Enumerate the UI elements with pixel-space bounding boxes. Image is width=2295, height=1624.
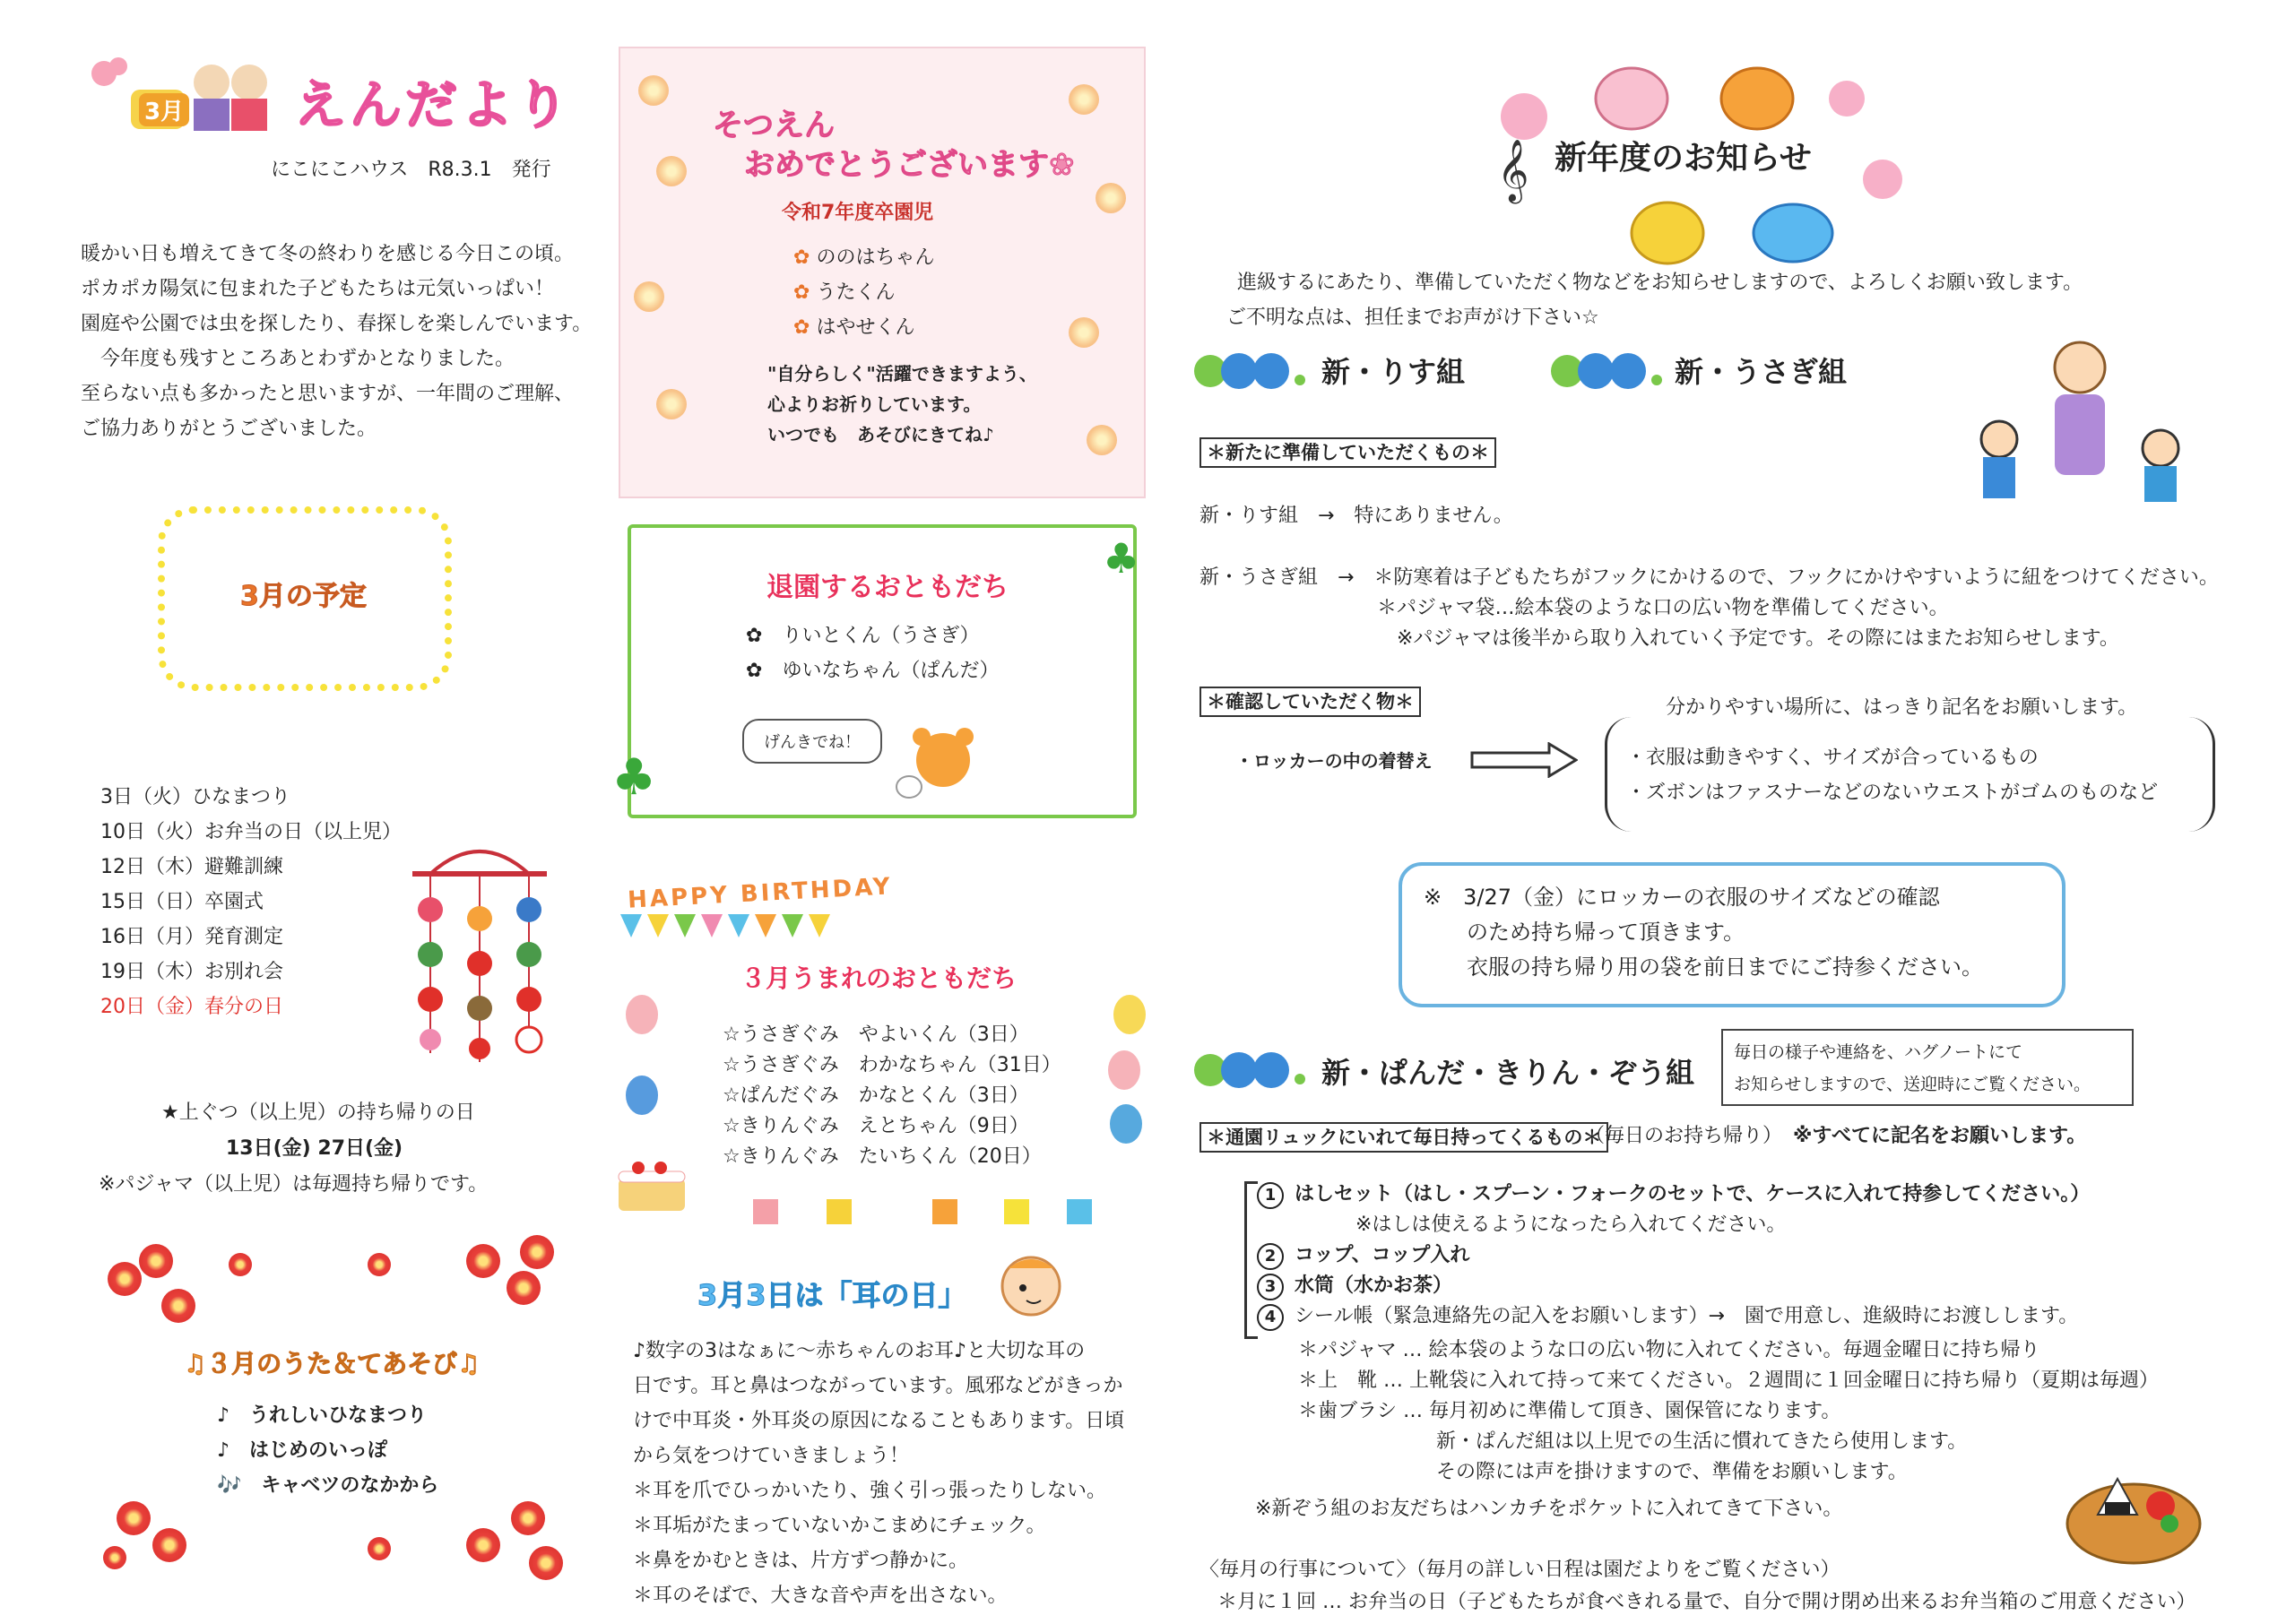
caterpillar-icon	[1192, 344, 1318, 398]
schedule-title: 3月の予定	[240, 581, 367, 612]
confirm-label: ＊確認していただく物＊	[1199, 687, 1421, 717]
teacher-children-illustration	[1954, 332, 2205, 520]
usagi-prep-line: ＊パジャマ袋…絵本袋のような口の広い物を準備してください。	[1199, 597, 1949, 619]
daily-item-note: ※はしは使えるようになったら入れてください。	[1257, 1214, 1787, 1236]
bracket-item: ・衣服は動きやすく、サイズが合っているもの	[1626, 747, 2039, 769]
shoes-return-dates: 13日(金) 27日(金)	[226, 1137, 403, 1160]
bear-icon	[888, 724, 977, 805]
hug-note-line: お知らせしますので、送迎時にご覧ください。	[1734, 1075, 2091, 1094]
month-badge: 3月	[139, 93, 189, 126]
teacher-kids-icon	[1954, 332, 2205, 520]
graduation-title-line2: おめでとうございます❀	[744, 147, 1075, 183]
leaving-friend: ✿ りいとくん（うさぎ）	[746, 625, 980, 647]
extra-item: その際には声を掛けますので、準備をお願いします。	[1298, 1461, 1908, 1483]
greeting-line: 今年度も残すところあとわずかとなりました。	[81, 348, 515, 370]
flower-icon: ✿	[746, 625, 783, 647]
schedule-item: 10日（火）お弁当の日（以上児）	[100, 821, 402, 843]
hug-note-line: 毎日の様子や連絡を、ハグノートにて	[1734, 1042, 2023, 1062]
ear-day-title: 3月3日は「耳の日」	[697, 1278, 967, 1312]
cake-icon	[611, 1152, 692, 1214]
song-item: ♪ うれしいひなまつり	[217, 1404, 428, 1427]
bunting-icon	[620, 914, 862, 950]
extra-item: ＊上 靴 … 上靴袋に入れて持って来てください。２週間に１回金曜日に持ち帰り（夏期は毎週）	[1298, 1369, 2159, 1392]
extra-item: 新・ぱんだ組は以上児での生活に慣れてきたら使用します。	[1298, 1430, 1968, 1453]
greeting-line: 至らない点も多かったと思いますが、一年間のご理解、	[81, 383, 575, 405]
birthday-title: ３月うまれのおともだち	[740, 963, 1018, 993]
greeting-line: ポカポカ陽気に包まれた子どもたちは元気いっぱい！	[81, 278, 555, 300]
songs-list	[217, 1398, 438, 1503]
leaving-friends-title: 退園するおともだち	[766, 572, 1009, 603]
daily-item-1: 1 はしセット（はし・スプーン・フォークのセットで、ケースに入れて持参してください。）	[1257, 1179, 2090, 1210]
notice-line: 衣服の持ち帰り用の袋を前日までにご持参ください。	[1424, 955, 1983, 980]
schedule-item: 3日（火）ひなまつり	[100, 786, 290, 808]
schedule-item: 15日（日）卒園式	[100, 891, 264, 913]
hug-note-bubble	[1721, 1029, 2134, 1106]
daily-items-note2: ※すべてに記名をお願いします。	[1793, 1125, 2087, 1147]
number-badge: 3	[1257, 1274, 1284, 1300]
newsletter-title: えんだより	[294, 74, 573, 135]
number-badge: 2	[1257, 1243, 1284, 1270]
graduation-message	[767, 358, 1037, 450]
march-schedule-list	[100, 780, 402, 1024]
child-ear-illustration	[991, 1250, 1080, 1322]
ear-day-line: 日です。耳と鼻はつながっています。風邪などがきっか	[633, 1375, 1123, 1397]
monthly-lunch-item: ＊月に１回 … お弁当の日（子どもたちが食べきれる量で、自分で開け閉め出来るお弁当箱のご用意ください）	[1217, 1591, 2196, 1613]
class-upper-title: 新・ぱんだ・きりん・ぞう組	[1321, 1056, 1695, 1090]
song-item: 🎶 キャベツのなかから	[217, 1474, 439, 1497]
new-year-intro	[1226, 265, 2083, 335]
daily-items-bracket	[1244, 1181, 1258, 1339]
child-face-icon	[991, 1250, 1080, 1322]
intro-line: ご不明な点は、担任までお声がけ下さい☆	[1226, 307, 1599, 329]
daily-item-4: 4 シール帳（緊急連絡先の記入をお願いします）→ 園で用意し、進級時にお渡しします。	[1257, 1301, 2090, 1332]
ear-day-line: けで中耳炎・外耳炎の原因になることもあります。日頃	[633, 1410, 1125, 1432]
flower-icon: ✿	[793, 281, 817, 304]
graduation-message-line: いつでも あそびにきてね♪	[767, 424, 994, 445]
issuer-line: にこにこハウス R8.3.1 発行	[271, 159, 551, 181]
new-year-title: 新年度のお知らせ	[1555, 140, 1812, 177]
bunting-flags	[620, 914, 862, 950]
graduation-message-line: "自分らしく"活躍できますよう、	[767, 363, 1037, 384]
bracket-item: ・ズボンはファスナーなどのないウエストがゴムのものなど	[1626, 782, 2159, 804]
ear-day-text	[633, 1334, 1124, 1613]
number-badge: 1	[1257, 1182, 1284, 1209]
birthday-item: ☆きりんぐみ えとちゃん（9日）	[723, 1115, 1029, 1137]
ear-day-line: ＊鼻をかむときは、片方ずつ静かに。	[633, 1550, 969, 1572]
arrow-icon	[1470, 742, 1578, 778]
flower-icon: ✿	[793, 316, 817, 339]
daily-items-note: （毎日のお持ち帰り）	[1585, 1125, 1783, 1147]
usagi-prep-line: 新・うさぎ組 → ＊防寒着は子どもたちがフックにかけるので、フックにかけやすいように紐をつけてください。	[1199, 566, 2219, 589]
locker-item: ・ロッカーの中の着替え	[1235, 750, 1433, 772]
caterpillar-icon	[1192, 1043, 1318, 1097]
pajama-return-note: ※パジャマ（以上児）は毎週持ち帰りです。	[99, 1173, 489, 1196]
greeting-text	[81, 237, 592, 446]
extra-item: ＊歯ブラシ … 毎月初めに準備して頂き、園保管になります。	[1298, 1400, 1841, 1422]
graduation-message-line: 心よりお祈りしています。	[767, 393, 982, 415]
birthday-item: ☆うさぎぐみ わかなちゃん（31日）	[723, 1054, 1061, 1076]
monthly-events-heading: 〈毎月の行事について〉（毎月の詳しい日程は園だよりをご覧ください）	[1199, 1559, 1840, 1581]
zou-class-note: ※新ぞう組のお友だちはハンカチをポケットに入れてきて下さい。	[1255, 1498, 1843, 1520]
birthday-banner: HAPPY BIRTHDAY	[627, 873, 894, 914]
schedule-item: 19日（木）お別れ会	[100, 961, 283, 983]
bear-rabbit-illustration	[888, 724, 977, 805]
graduate-name: ✿ ののはちゃん	[793, 246, 935, 269]
ear-day-line: ＊耳垢がたまっていないかこまめにチェック。	[633, 1515, 1046, 1537]
clover-icon: ♣	[1103, 534, 1140, 583]
schedule-item: 12日（木）避難訓練	[100, 856, 283, 878]
notice-text	[1424, 880, 1983, 985]
new-prep-label: ＊新たに準備していただくもの＊	[1199, 437, 1496, 468]
svg-text:𝄞: 𝄞	[1497, 139, 1529, 202]
gift-boxes	[753, 1199, 1112, 1235]
graduates-list	[793, 240, 934, 345]
bracket-heading: 分かりやすい場所に、はっきり記名をお願いします。	[1666, 696, 2138, 719]
shoes-return-note: ★上ぐつ（以上児）の持ち帰りの日	[161, 1101, 475, 1124]
greeting-line: ご協力ありがとうございました。	[81, 418, 377, 440]
speech-bubble: げんきでね！	[742, 719, 882, 764]
graduates-heading: 令和7年度卒園児	[782, 202, 934, 224]
songs-title: ♫３月のうた＆てあそび♫	[184, 1349, 481, 1378]
plum-blossoms-top	[99, 1235, 565, 1334]
usagi-prep-line: ※パジャマは後半から取り入れていく予定です。その際にはまたお知らせします。	[1199, 627, 2119, 650]
notice-line: ※ 3/27（金）にロッカーの衣服のサイズなどの確認	[1424, 885, 1940, 910]
schedule-item-holiday: 20日（金）春分の日	[100, 996, 283, 1018]
daily-items-label: ＊通園リュックにいれて毎日持ってくるもの＊	[1199, 1122, 1608, 1153]
leaving-friend: ✿ ゆいなちゃん（ぱんだ）	[746, 660, 1000, 682]
graduation-title-line1: そつえん	[713, 108, 835, 143]
leaving-friends-list	[746, 618, 999, 688]
birthday-item: ☆ぱんだぐみ かなとくん（3日）	[723, 1084, 1029, 1107]
bento-box-icon	[2062, 1452, 2205, 1568]
graduate-name: ✿ はやせくん	[793, 316, 915, 339]
birthday-list	[723, 1020, 1061, 1172]
notice-line: のため持ち帰って頂きます。	[1424, 920, 1745, 945]
extra-item: ＊パジャマ … 絵本袋のような口の広い物に入れてください。毎週金曜日に持ち帰り	[1298, 1339, 2040, 1361]
bento-illustration	[2062, 1452, 2205, 1568]
class-risu-title: 新・りす組	[1321, 355, 1466, 389]
plum-blossoms-bottom	[99, 1492, 565, 1591]
daily-item-3: 3 水筒（水かお茶）	[1257, 1271, 2090, 1301]
usagi-prep-lines	[1199, 563, 2219, 654]
greeting-line: 暖かい日も増えてきて冬の終わりを感じる今日この頃。	[81, 243, 575, 265]
ear-day-line: から気をつけていきましょう！	[633, 1445, 910, 1467]
ear-day-line: ♪数字の3はなぁに～赤ちゃんのお耳♪と大切な耳の	[633, 1340, 1086, 1362]
bracket-items	[1626, 740, 2158, 810]
number-badge: 4	[1257, 1304, 1284, 1331]
flower-icon: ✿	[746, 660, 783, 682]
birthday-item: ☆きりんぐみ たいちくん（20日）	[723, 1145, 1042, 1168]
flower-icon: ✿	[793, 246, 817, 269]
schedule-item: 16日（月）発育測定	[100, 926, 283, 948]
ear-day-line: ＊耳のそばで、大きな音や声を出さない。	[633, 1585, 1008, 1607]
ear-day-line: ＊耳を爪でひっかいたり、強く引っ張ったりしない。	[633, 1480, 1107, 1502]
intro-line: 進級するにあたり、準備していただく物などをお知らせしますので、よろしくお願い致します。	[1237, 272, 2083, 294]
song-item: ♪ はじめのいっぽ	[217, 1439, 388, 1462]
risu-prep-line: 新・りす組 → 特にありません。	[1199, 505, 1513, 527]
graduate-name: ✿ うたくん	[793, 281, 896, 304]
clover-icon: ♣	[611, 748, 657, 807]
daily-items-list	[1257, 1179, 2090, 1332]
daily-item-2: 2 コップ、コップ入れ	[1257, 1240, 2090, 1271]
greeting-line: 園庭や公園では虫を探したり、春探しを楽しんでいます。	[81, 313, 593, 335]
tsurushi-bina-icon	[394, 838, 565, 1071]
class-usagi-title: 新・うさぎ組	[1675, 355, 1848, 389]
extra-items-list	[1298, 1335, 2159, 1488]
caterpillar-icon	[1549, 344, 1675, 398]
hanging-mobile-illustration	[394, 838, 565, 1071]
birthday-item: ☆うさぎぐみ やよいくん（3日）	[723, 1024, 1029, 1046]
